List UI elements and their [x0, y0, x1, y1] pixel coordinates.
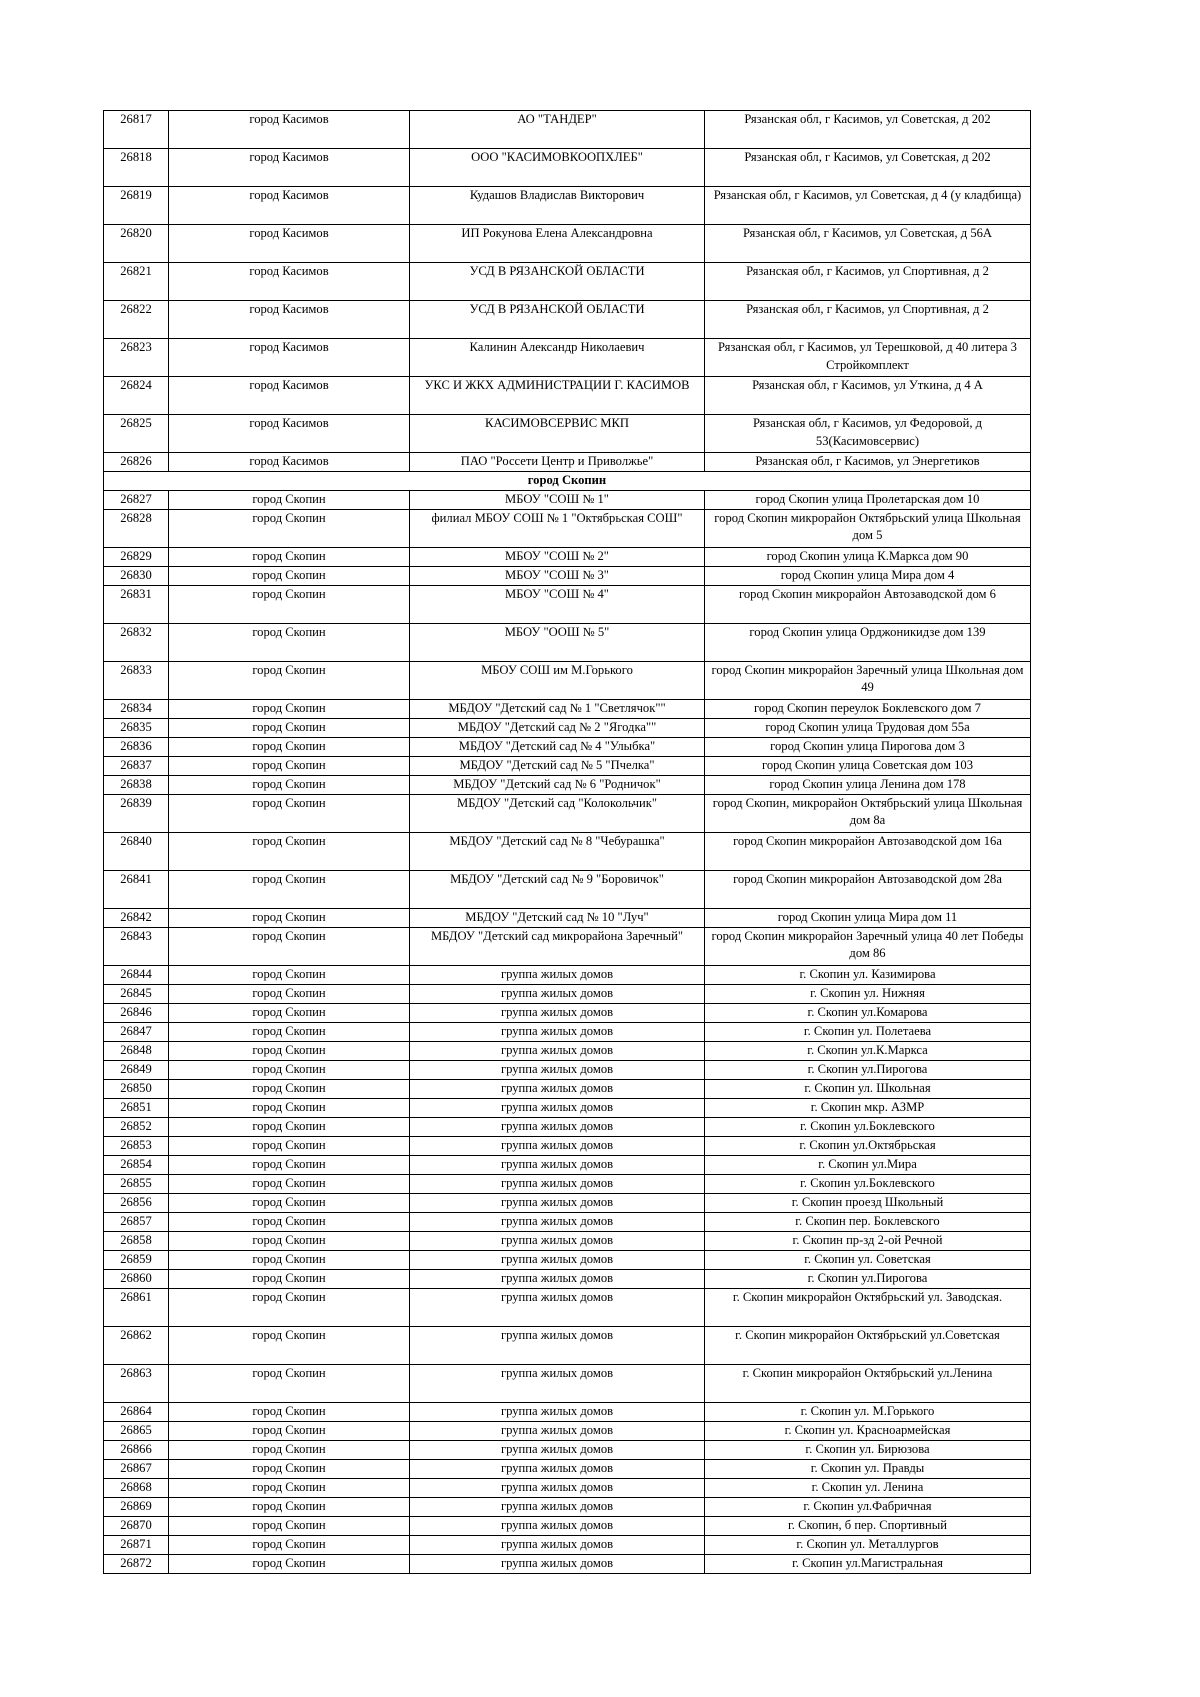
cell-address: г. Скопин проезд Школьный: [705, 1193, 1031, 1212]
cell-number: 26845: [104, 984, 169, 1003]
cell-object-name: группа жилых домов: [410, 1269, 705, 1288]
table-row: [104, 1250, 1031, 1269]
cell-number: 26819: [104, 187, 169, 225]
cell-address: Рязанская обл, г Касимов, ул Советская, д 202: [705, 111, 1031, 149]
cell-number: 26867: [104, 1459, 169, 1478]
cell-number: 26870: [104, 1516, 169, 1535]
cell-object-name: группа жилых домов: [410, 1003, 705, 1022]
cell-number: 26840: [104, 832, 169, 870]
table-row: [104, 1022, 1031, 1041]
table-row: [104, 1516, 1031, 1535]
table-row: [104, 832, 1031, 870]
cell-number: 26848: [104, 1041, 169, 1060]
table-row: [104, 1269, 1031, 1288]
cell-object-name: МБДОУ "Детский сад № 2 "Ягодка"": [410, 718, 705, 737]
cell-address: город Скопин улица Пирогова дом 3: [705, 737, 1031, 756]
cell-object-name: филиал МБОУ СОШ № 1 "Октябрьская СОШ": [410, 509, 705, 547]
cell-number: 26856: [104, 1193, 169, 1212]
cell-address: г. Скопин ул. Красноармейская: [705, 1421, 1031, 1440]
cell-number: 26824: [104, 377, 169, 415]
cell-object-name: МБДОУ "Детский сад № 4 "Улыбка": [410, 737, 705, 756]
cell-address: Рязанская обл, г Касимов, ул Уткина, д 4 А: [705, 377, 1031, 415]
cell-city: город Касимов: [169, 187, 410, 225]
cell-object-name: группа жилых домов: [410, 984, 705, 1003]
table-row: [104, 927, 1031, 965]
cell-object-name: МБДОУ "Детский сад № 10 "Луч": [410, 908, 705, 927]
table-row: [104, 1155, 1031, 1174]
cell-address: Рязанская обл, г Касимов, ул Спортивная, д 2: [705, 301, 1031, 339]
cell-city: город Скопин: [169, 737, 410, 756]
table-row: [104, 1326, 1031, 1364]
cell-city: город Скопин: [169, 1402, 410, 1421]
cell-address: город Скопин улица Мира дом 4: [705, 566, 1031, 585]
cell-number: 26862: [104, 1326, 169, 1364]
cell-address: город Скопин улица Мира дом 11: [705, 908, 1031, 927]
cell-object-name: ИП Рокунова Елена Александровна: [410, 225, 705, 263]
cell-city: город Скопин: [169, 1136, 410, 1155]
cell-city: город Скопин: [169, 965, 410, 984]
document-page: [103, 110, 1030, 1574]
table-row: [104, 415, 1031, 453]
cell-city: город Скопин: [169, 756, 410, 775]
cell-city: город Скопин: [169, 1478, 410, 1497]
cell-city: город Скопин: [169, 718, 410, 737]
table-row: [104, 1440, 1031, 1459]
cell-number: 26843: [104, 927, 169, 965]
cell-city: город Скопин: [169, 1250, 410, 1269]
table-row: [104, 301, 1031, 339]
cell-number: 26846: [104, 1003, 169, 1022]
cell-number: 26855: [104, 1174, 169, 1193]
table-row: [104, 1497, 1031, 1516]
cell-city: город Скопин: [169, 547, 410, 566]
cell-city: город Скопин: [169, 1535, 410, 1554]
table-row: [104, 225, 1031, 263]
table-row: [104, 756, 1031, 775]
cell-city: город Скопин: [169, 927, 410, 965]
cell-object-name: группа жилых домов: [410, 1288, 705, 1326]
cell-address: город Скопин улица Ленина дом 178: [705, 775, 1031, 794]
table-row: [104, 1402, 1031, 1421]
cell-number: 26828: [104, 509, 169, 547]
cell-number: 26832: [104, 623, 169, 661]
cell-city: город Скопин: [169, 1060, 410, 1079]
cell-object-name: МБОУ СОШ им М.Горького: [410, 661, 705, 699]
cell-object-name: группа жилых домов: [410, 1478, 705, 1497]
table-row: [104, 737, 1031, 756]
cell-city: город Скопин: [169, 1440, 410, 1459]
cell-number: 26854: [104, 1155, 169, 1174]
objects-table: [103, 110, 1031, 1574]
cell-object-name: МБДОУ "Детский сад микрорайона Заречный": [410, 927, 705, 965]
cell-object-name: группа жилых домов: [410, 1155, 705, 1174]
cell-city: город Скопин: [169, 908, 410, 927]
table-row: [104, 585, 1031, 623]
cell-number: 26837: [104, 756, 169, 775]
table-row: [104, 699, 1031, 718]
cell-number: 26863: [104, 1364, 169, 1402]
cell-number: 26868: [104, 1478, 169, 1497]
cell-address: г. Скопин ул.Октябрьская: [705, 1136, 1031, 1155]
cell-object-name: группа жилых домов: [410, 1459, 705, 1478]
table-row: [104, 509, 1031, 547]
cell-address: г. Скопин ул.Боклевского: [705, 1117, 1031, 1136]
cell-city: город Скопин: [169, 1421, 410, 1440]
table-body-skopin: [104, 490, 1031, 1573]
cell-address: город Скопин микрорайон Автозаводской дом 16а: [705, 832, 1031, 870]
cell-address: Рязанская обл, г Касимов, ул Советская, д 202: [705, 149, 1031, 187]
cell-city: город Скопин: [169, 1364, 410, 1402]
cell-address: Рязанская обл, г Касимов, ул Советская, д 4 (у кладбища): [705, 187, 1031, 225]
cell-object-name: ПАО "Россети Центр и Приволжье": [410, 453, 705, 472]
cell-city: город Касимов: [169, 111, 410, 149]
cell-object-name: группа жилых домов: [410, 1079, 705, 1098]
cell-city: город Скопин: [169, 1269, 410, 1288]
table-row: [104, 623, 1031, 661]
cell-address: город Скопин переулок Боклевского дом 7: [705, 699, 1031, 718]
section-title: город Скопин: [104, 472, 1031, 491]
cell-city: город Скопин: [169, 794, 410, 832]
cell-address: г. Скопин ул.Магистральная: [705, 1554, 1031, 1573]
cell-number: 26821: [104, 263, 169, 301]
cell-object-name: группа жилых домов: [410, 1535, 705, 1554]
cell-address: г. Скопин, б пер. Спортивный: [705, 1516, 1031, 1535]
cell-city: город Касимов: [169, 149, 410, 187]
cell-address: г. Скопин ул.Пирогова: [705, 1269, 1031, 1288]
cell-city: город Скопин: [169, 775, 410, 794]
cell-number: 26838: [104, 775, 169, 794]
cell-object-name: группа жилых домов: [410, 1136, 705, 1155]
cell-city: город Скопин: [169, 1554, 410, 1573]
cell-object-name: группа жилых домов: [410, 1440, 705, 1459]
cell-object-name: МБДОУ "Детский сад № 6 "Родничок": [410, 775, 705, 794]
cell-object-name: группа жилых домов: [410, 1250, 705, 1269]
cell-number: 26869: [104, 1497, 169, 1516]
cell-object-name: МБДОУ "Детский сад № 9 "Боровичок": [410, 870, 705, 908]
table-row: [104, 870, 1031, 908]
table-row: [104, 547, 1031, 566]
cell-city: город Скопин: [169, 1193, 410, 1212]
table-row: [104, 1212, 1031, 1231]
cell-city: город Скопин: [169, 1079, 410, 1098]
cell-address: г. Скопин ул.Пирогова: [705, 1060, 1031, 1079]
cell-number: 26836: [104, 737, 169, 756]
cell-object-name: УСД В РЯЗАНСКОЙ ОБЛАСТИ: [410, 301, 705, 339]
table-row: [104, 1554, 1031, 1573]
cell-address: г. Скопин ул.Комарова: [705, 1003, 1031, 1022]
cell-number: 26853: [104, 1136, 169, 1155]
table-row: [104, 1041, 1031, 1060]
table-row: [104, 1535, 1031, 1554]
cell-address: г. Скопин ул. Советская: [705, 1250, 1031, 1269]
cell-number: 26849: [104, 1060, 169, 1079]
table-row: [104, 490, 1031, 509]
cell-address: г. Скопин ул. Металлургов: [705, 1535, 1031, 1554]
table-row: [104, 1288, 1031, 1326]
cell-address: Рязанская обл, г Касимов, ул Энергетиков: [705, 453, 1031, 472]
cell-object-name: УКС И ЖКХ АДМИНИСТРАЦИИ Г. КАСИМОВ: [410, 377, 705, 415]
cell-city: город Скопин: [169, 661, 410, 699]
cell-address: г. Скопин ул. Казимирова: [705, 965, 1031, 984]
table-body-kasimov: [104, 111, 1031, 472]
cell-address: город Скопин микрорайон Октябрьский улица Школьная дом 5: [705, 509, 1031, 547]
cell-object-name: МБОУ "ООШ № 5": [410, 623, 705, 661]
cell-object-name: группа жилых домов: [410, 1117, 705, 1136]
table-row: [104, 1174, 1031, 1193]
cell-object-name: МБОУ "СОШ № 2": [410, 547, 705, 566]
cell-object-name: ООО "КАСИМОВКООПХЛЕБ": [410, 149, 705, 187]
cell-object-name: группа жилых домов: [410, 1402, 705, 1421]
cell-object-name: группа жилых домов: [410, 1212, 705, 1231]
cell-number: 26844: [104, 965, 169, 984]
cell-city: город Касимов: [169, 225, 410, 263]
table-row: [104, 1421, 1031, 1440]
table-row: [104, 111, 1031, 149]
table-row: [104, 661, 1031, 699]
cell-address: Рязанская обл, г Касимов, ул Советская, д 56А: [705, 225, 1031, 263]
cell-address: г. Скопин микрорайон Октябрьский ул. Заводская.: [705, 1288, 1031, 1326]
cell-number: 26842: [104, 908, 169, 927]
cell-object-name: МБОУ "СОШ № 4": [410, 585, 705, 623]
cell-address: Рязанская обл, г Касимов, ул Спортивная, д 2: [705, 263, 1031, 301]
cell-object-name: группа жилых домов: [410, 1098, 705, 1117]
cell-object-name: группа жилых домов: [410, 1516, 705, 1535]
cell-city: город Скопин: [169, 832, 410, 870]
table-row: [104, 1193, 1031, 1212]
cell-object-name: группа жилых домов: [410, 965, 705, 984]
cell-object-name: группа жилых домов: [410, 1022, 705, 1041]
cell-address: город Скопин улица Советская дом 103: [705, 756, 1031, 775]
cell-city: город Касимов: [169, 453, 410, 472]
cell-number: 26830: [104, 566, 169, 585]
cell-number: 26871: [104, 1535, 169, 1554]
cell-object-name: группа жилых домов: [410, 1421, 705, 1440]
cell-number: 26850: [104, 1079, 169, 1098]
cell-number: 26872: [104, 1554, 169, 1573]
cell-address: г. Скопин ул.Мира: [705, 1155, 1031, 1174]
cell-number: 26825: [104, 415, 169, 453]
cell-number: 26817: [104, 111, 169, 149]
cell-city: город Скопин: [169, 1117, 410, 1136]
cell-number: 26826: [104, 453, 169, 472]
cell-city: город Скопин: [169, 623, 410, 661]
cell-city: город Скопин: [169, 1288, 410, 1326]
table-row: [104, 1136, 1031, 1155]
cell-object-name: МБДОУ "Детский сад № 8 "Чебурашка": [410, 832, 705, 870]
cell-number: 26823: [104, 339, 169, 377]
cell-address: город Скопин улица Орджоникидзе дом 139: [705, 623, 1031, 661]
cell-object-name: группа жилых домов: [410, 1060, 705, 1079]
cell-number: 26841: [104, 870, 169, 908]
table-row: [104, 718, 1031, 737]
cell-object-name: группа жилых домов: [410, 1554, 705, 1573]
table-row: [104, 377, 1031, 415]
cell-city: город Скопин: [169, 1231, 410, 1250]
table-row: [104, 1060, 1031, 1079]
table-row: [104, 1364, 1031, 1402]
cell-object-name: группа жилых домов: [410, 1326, 705, 1364]
cell-address: г. Скопин мкр. АЗМР: [705, 1098, 1031, 1117]
cell-number: 26865: [104, 1421, 169, 1440]
cell-number: 26839: [104, 794, 169, 832]
cell-city: город Скопин: [169, 1516, 410, 1535]
cell-city: город Касимов: [169, 301, 410, 339]
cell-number: 26835: [104, 718, 169, 737]
cell-object-name: группа жилых домов: [410, 1231, 705, 1250]
cell-address: город Скопин улица Трудовая дом 55а: [705, 718, 1031, 737]
cell-number: 26827: [104, 490, 169, 509]
cell-object-name: группа жилых домов: [410, 1497, 705, 1516]
table-row: [104, 1003, 1031, 1022]
table-row: [104, 1117, 1031, 1136]
table-row: [104, 187, 1031, 225]
cell-address: г. Скопин пер. Боклевского: [705, 1212, 1031, 1231]
cell-address: г. Скопин ул.К.Маркса: [705, 1041, 1031, 1060]
cell-number: 26818: [104, 149, 169, 187]
cell-address: г. Скопин ул. Школьная: [705, 1079, 1031, 1098]
cell-address: город Скопин микрорайон Заречный улица Школьная дом 49: [705, 661, 1031, 699]
cell-number: 26851: [104, 1098, 169, 1117]
table-row: [104, 1478, 1031, 1497]
cell-object-name: Калинин Александр Николаевич: [410, 339, 705, 377]
cell-address: город Скопин улица К.Маркса дом 90: [705, 547, 1031, 566]
cell-city: город Скопин: [169, 1098, 410, 1117]
table-row: [104, 1459, 1031, 1478]
cell-number: 26852: [104, 1117, 169, 1136]
cell-city: город Скопин: [169, 1174, 410, 1193]
cell-number: 26859: [104, 1250, 169, 1269]
cell-number: 26831: [104, 585, 169, 623]
cell-city: город Скопин: [169, 870, 410, 908]
cell-number: 26861: [104, 1288, 169, 1326]
section-header-group: [104, 472, 1031, 491]
cell-city: город Скопин: [169, 585, 410, 623]
cell-number: 26864: [104, 1402, 169, 1421]
cell-number: 26820: [104, 225, 169, 263]
cell-address: город Скопин, микрорайон Октябрьский улица Школьная дом 8а: [705, 794, 1031, 832]
cell-address: г. Скопин микрорайон Октябрьский ул.Ленина: [705, 1364, 1031, 1402]
cell-object-name: МБОУ "СОШ № 1": [410, 490, 705, 509]
cell-object-name: УСД В РЯЗАНСКОЙ ОБЛАСТИ: [410, 263, 705, 301]
cell-address: г. Скопин ул. Нижняя: [705, 984, 1031, 1003]
cell-object-name: группа жилых домов: [410, 1174, 705, 1193]
cell-city: город Скопин: [169, 1155, 410, 1174]
cell-city: город Скопин: [169, 984, 410, 1003]
cell-address: город Скопин микрорайон Автозаводской дом 6: [705, 585, 1031, 623]
cell-object-name: группа жилых домов: [410, 1041, 705, 1060]
cell-city: город Скопин: [169, 566, 410, 585]
cell-city: город Скопин: [169, 490, 410, 509]
cell-object-name: МБДОУ "Детский сад № 1 "Светлячок"": [410, 699, 705, 718]
section-header-row: [104, 472, 1031, 491]
cell-object-name: группа жилых домов: [410, 1364, 705, 1402]
cell-city: город Касимов: [169, 377, 410, 415]
cell-address: Рязанская обл, г Касимов, ул Федоровой, д 53(Касимовсервис): [705, 415, 1031, 453]
cell-number: 26833: [104, 661, 169, 699]
cell-city: город Скопин: [169, 1497, 410, 1516]
table-row: [104, 149, 1031, 187]
table-row: [104, 984, 1031, 1003]
cell-city: город Касимов: [169, 263, 410, 301]
cell-number: 26829: [104, 547, 169, 566]
cell-address: г. Скопин ул. Ленина: [705, 1478, 1031, 1497]
cell-address: г. Скопин пр-зд 2-ой Речной: [705, 1231, 1031, 1250]
cell-address: г. Скопин ул. Правды: [705, 1459, 1031, 1478]
table-row: [104, 775, 1031, 794]
cell-address: г. Скопин микрорайон Октябрьский ул.Советская: [705, 1326, 1031, 1364]
cell-city: город Скопин: [169, 1003, 410, 1022]
cell-address: город Скопин микрорайон Заречный улица 40 лет Победы дом 86: [705, 927, 1031, 965]
cell-city: город Скопин: [169, 699, 410, 718]
table-row: [104, 339, 1031, 377]
cell-city: город Скопин: [169, 1459, 410, 1478]
cell-city: город Скопин: [169, 1212, 410, 1231]
cell-city: город Скопин: [169, 1326, 410, 1364]
table-row: [104, 453, 1031, 472]
cell-object-name: АО "ТАНДЕР": [410, 111, 705, 149]
table-row: [104, 1231, 1031, 1250]
cell-object-name: КАСИМОВСЕРВИС МКП: [410, 415, 705, 453]
table-row: [104, 965, 1031, 984]
cell-address: г. Скопин ул. Бирюзова: [705, 1440, 1031, 1459]
cell-city: город Касимов: [169, 415, 410, 453]
cell-city: город Скопин: [169, 1041, 410, 1060]
cell-object-name: группа жилых домов: [410, 1193, 705, 1212]
cell-address: г. Скопин ул. Полетаева: [705, 1022, 1031, 1041]
cell-number: 26858: [104, 1231, 169, 1250]
table-row: [104, 263, 1031, 301]
cell-object-name: Кудашов Владислав Викторович: [410, 187, 705, 225]
cell-object-name: МБДОУ "Детский сад № 5 "Пчелка": [410, 756, 705, 775]
cell-address: г. Скопин ул. М.Горького: [705, 1402, 1031, 1421]
cell-number: 26860: [104, 1269, 169, 1288]
table-row: [104, 566, 1031, 585]
cell-number: 26847: [104, 1022, 169, 1041]
cell-address: г. Скопин ул.Боклевского: [705, 1174, 1031, 1193]
cell-number: 26822: [104, 301, 169, 339]
cell-object-name: МБОУ "СОШ № 3": [410, 566, 705, 585]
cell-number: 26866: [104, 1440, 169, 1459]
table-row: [104, 1098, 1031, 1117]
cell-address: город Скопин улица Пролетарская дом 10: [705, 490, 1031, 509]
table-row: [104, 794, 1031, 832]
cell-object-name: МБДОУ "Детский сад "Колокольчик": [410, 794, 705, 832]
cell-address: г. Скопин ул.Фабричная: [705, 1497, 1031, 1516]
cell-city: город Скопин: [169, 1022, 410, 1041]
cell-city: город Касимов: [169, 339, 410, 377]
cell-city: город Скопин: [169, 509, 410, 547]
table-row: [104, 1079, 1031, 1098]
cell-number: 26857: [104, 1212, 169, 1231]
table-row: [104, 908, 1031, 927]
cell-address: город Скопин микрорайон Автозаводской дом 28а: [705, 870, 1031, 908]
cell-number: 26834: [104, 699, 169, 718]
cell-address: Рязанская обл, г Касимов, ул Терешковой, д 40 литера 3 Стройкомплект: [705, 339, 1031, 377]
